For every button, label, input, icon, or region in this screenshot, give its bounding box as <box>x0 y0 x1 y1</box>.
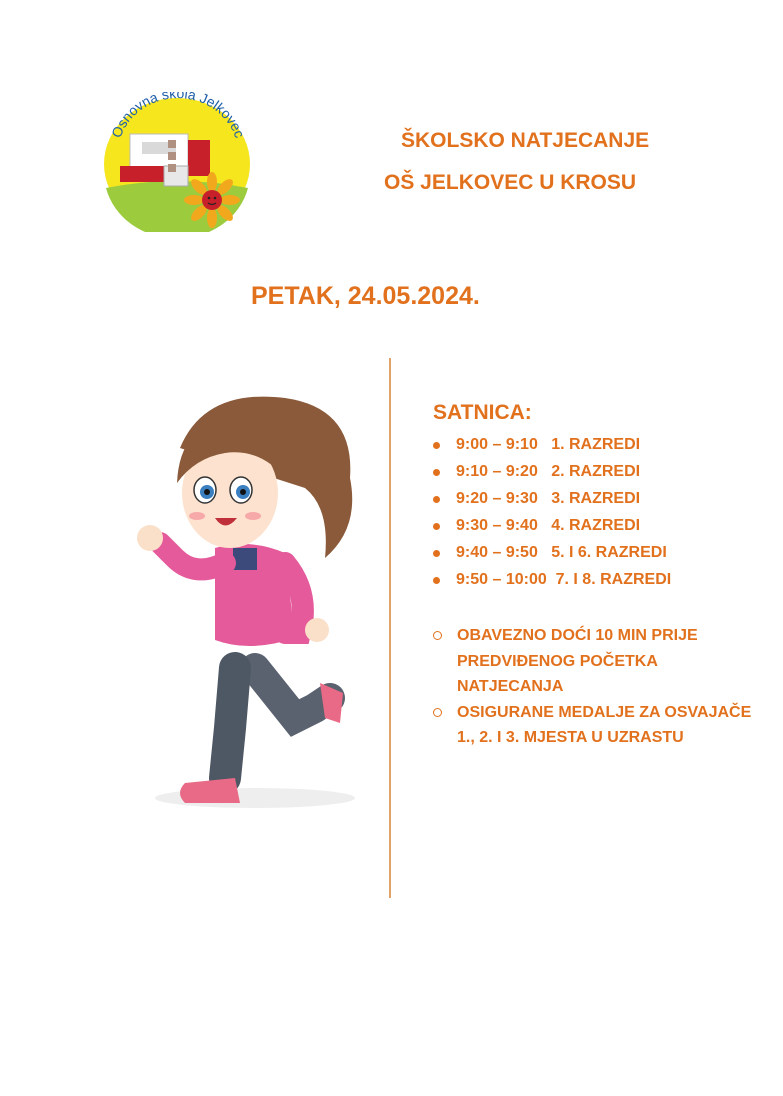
bullet-icon <box>433 577 440 584</box>
schedule-item <box>430 515 671 542</box>
bullet-icon <box>433 523 440 530</box>
schedule-heading: SATNICA: <box>433 401 532 424</box>
schedule-time: 9:50 – 10:00 <box>456 571 547 588</box>
schedule-time: 9:20 – 9:30 <box>456 490 538 507</box>
schedule-time: 9:10 – 9:20 <box>456 463 538 480</box>
title-line-1: ŠKOLSKO NATJECANJE <box>401 129 650 152</box>
running-girl-illustration <box>125 378 365 828</box>
schedule-time: 9:00 – 9:10 <box>456 436 538 453</box>
schedule-group: 1. RAZREDI <box>551 436 641 453</box>
school-logo <box>102 92 252 232</box>
schedule-group: 4. RAZREDI <box>551 517 641 534</box>
schedule-group: 3. RAZREDI <box>551 490 641 507</box>
schedule-time: 9:30 – 9:40 <box>456 517 538 534</box>
vertical-divider <box>389 358 391 898</box>
schedule-group: 7. I 8. RAZREDI <box>555 571 672 588</box>
school-logo-graphic <box>102 92 252 232</box>
bullet-icon <box>433 469 440 476</box>
running-girl-graphic <box>125 378 365 828</box>
bullet-icon <box>433 496 440 503</box>
note-text: OSIGURANE MEDALJE ZA OSVAJAČE 1., 2. I 3. MJESTA U UZRASTU <box>457 703 752 746</box>
school-logo-name: Osnovna škola Jelkovec <box>107 92 249 140</box>
schedule-item <box>430 461 671 488</box>
note-item <box>430 623 760 700</box>
notes-list <box>430 623 760 751</box>
bullet-icon <box>433 442 440 449</box>
hollow-bullet-icon <box>433 631 442 640</box>
title-line-2: OŠ JELKOVEC U KROSU <box>384 171 637 194</box>
note-text: OBAVEZNO DOĆI 10 MIN PRIJE PREDVIĐENOG POČETKA NATJECANJA <box>457 627 698 695</box>
note-item <box>430 700 760 751</box>
bullet-icon <box>433 550 440 557</box>
schedule-time: 9:40 – 9:50 <box>456 544 538 561</box>
hollow-bullet-icon <box>433 708 442 717</box>
schedule-group: 5. I 6. RAZREDI <box>551 544 667 561</box>
schedule-item <box>430 488 671 515</box>
event-date: PETAK, 24.05.2024. <box>251 282 480 310</box>
schedule-item <box>430 542 671 569</box>
schedule-item <box>430 569 671 596</box>
schedule-list <box>430 434 671 596</box>
schedule-item <box>430 434 671 461</box>
schedule-group: 2. RAZREDI <box>551 463 641 480</box>
